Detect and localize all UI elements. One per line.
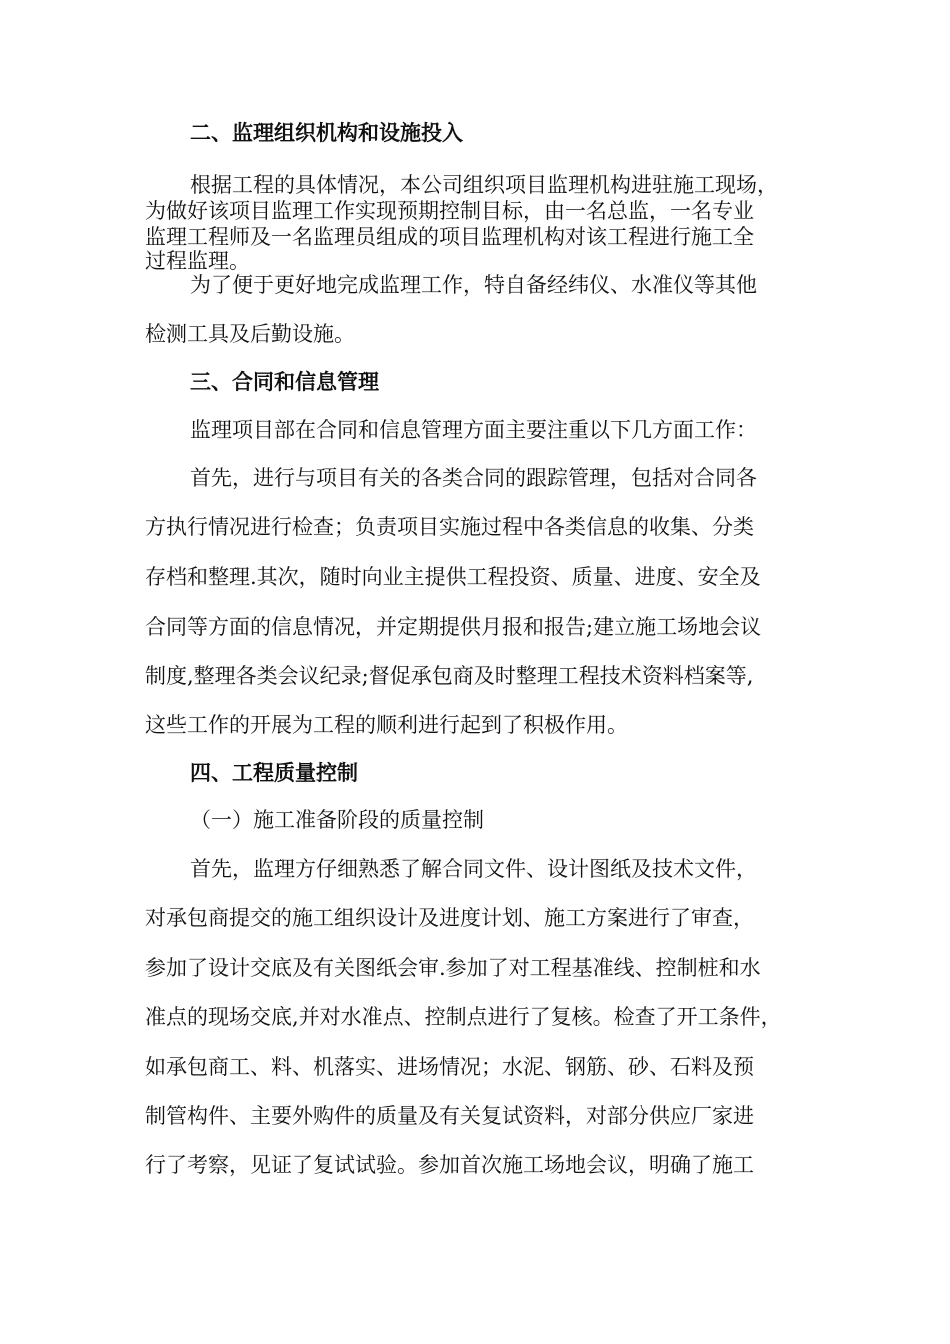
paragraph-line: 方执行情况进行检查；负责项目实施过程中各类信息的收集、分类 xyxy=(145,515,754,539)
paragraph-line: 制度,整理各类会议纪录;督促承包商及时整理工程技术资料档案等, xyxy=(145,664,754,688)
paragraph-line: 准点的现场交底,并对水准点、控制点进行了复核。检查了开工条件， xyxy=(145,1005,782,1029)
paragraph-line: 首先，监理方仔细熟悉了解合同文件、设计图纸及技术文件， xyxy=(190,857,757,881)
paragraph-line: 首先，进行与项目有关的各类合同的跟踪管理，包括对合同各 xyxy=(190,466,757,490)
paragraph-line: 为了便于更好地完成监理工作，特自备经纬仪、水准仪等其他 xyxy=(190,273,757,297)
paragraph-line: 这些工作的开展为工程的顺利进行起到了积极作用。 xyxy=(145,713,628,737)
paragraph-line: 制管构件、主要外购件的质量及有关复试资料，对部分供应厂家进 xyxy=(145,1104,754,1128)
paragraph-line: 存档和整理.其次，随时向业主提供工程投资、质量、进度、安全及 xyxy=(145,565,761,589)
section-3-heading: 三、合同和信息管理 xyxy=(190,370,379,394)
paragraph-line: 过程监理。 xyxy=(145,249,250,273)
paragraph-line: 合同等方面的信息情况，并定期提供月报和报告;建立施工场地会议 xyxy=(145,615,762,639)
paragraph-line: 监理工程师及一名监理员组成的项目监理机构对该工程进行施工全 xyxy=(145,225,754,249)
paragraph-line: 行了考察，见证了复试试验。参加首次施工场地会议，明确了施工 xyxy=(145,1153,754,1177)
paragraph-line: 监理项目部在合同和信息管理方面主要注重以下几方面工作： xyxy=(190,418,757,442)
paragraph-line: 检测工具及后勤设施。 xyxy=(145,322,355,346)
paragraph-line: 如承包商工、料、机落实、进场情况；水泥、钢筋、砂、石料及预 xyxy=(145,1055,754,1079)
paragraph-line: 根据工程的具体情况，本公司组织项目监理机构进驻施工现场， xyxy=(190,173,778,197)
paragraph-line: 参加了设计交底及有关图纸会审.参加了对工程基准线、控制桩和水 xyxy=(145,956,761,980)
section-2-heading: 二、监理组织机构和设施投入 xyxy=(190,121,463,145)
paragraph-line: 对承包商提交的施工组织设计及进度计划、施工方案进行了审查， xyxy=(145,906,754,930)
subsection-heading: （一）施工准备阶段的质量控制 xyxy=(190,808,484,832)
paragraph-line: 为做好该项目监理工作实现预期控制目标，由一名总监，一名专业 xyxy=(145,199,754,223)
section-4-heading: 四、工程质量控制 xyxy=(190,761,358,785)
